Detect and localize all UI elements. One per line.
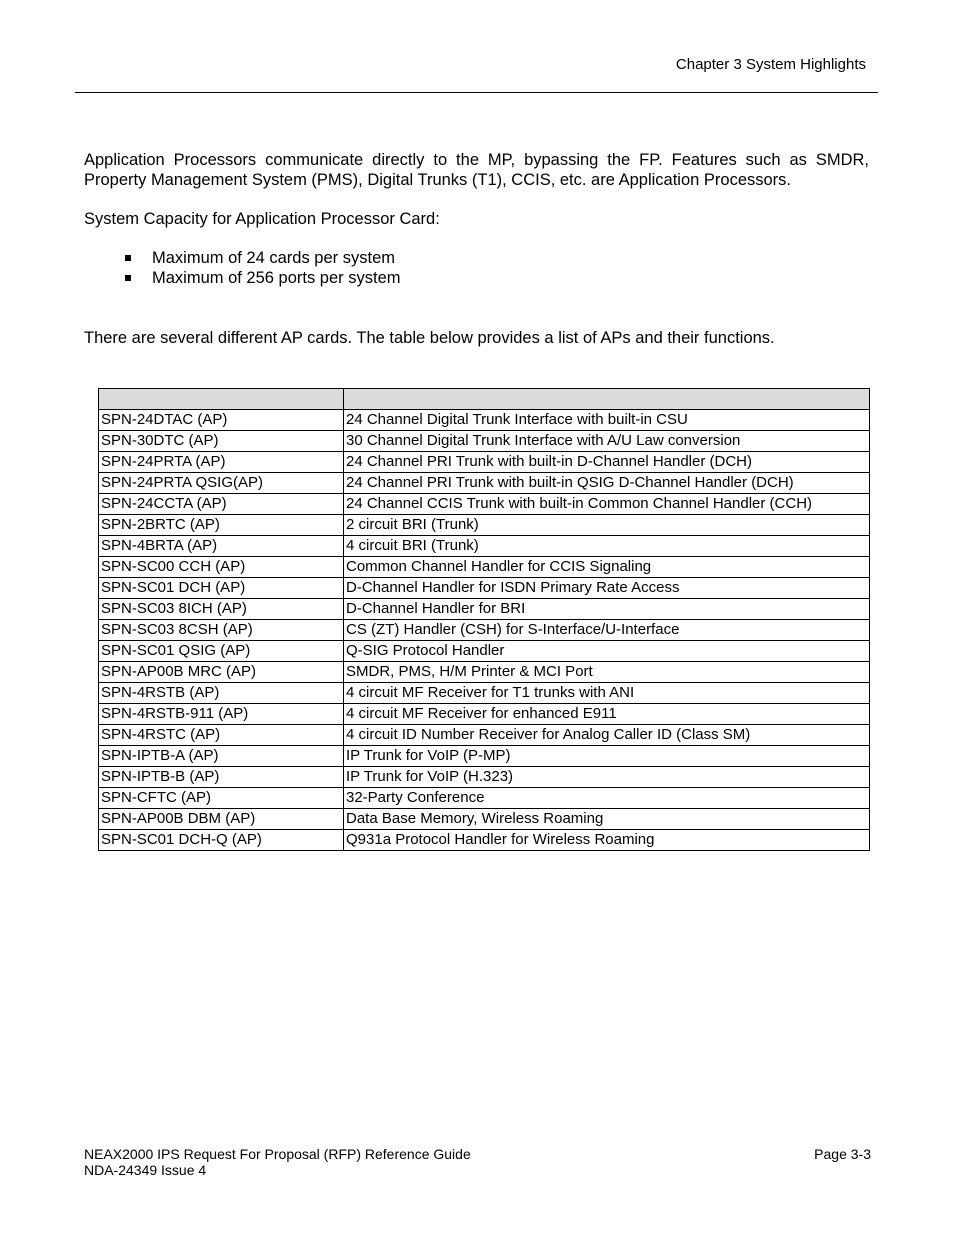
table-row [99,515,870,536]
card-function-cell: Common Channel Handler for CCIS Signaling [344,557,870,578]
card-name-cell: SPN-CFTC (AP) [99,788,344,809]
table-row [99,704,870,725]
table-row [99,662,870,683]
table-body [99,410,870,851]
table-row [99,830,870,851]
card-function-cell: 4 circuit MF Receiver for enhanced E911 [344,704,870,725]
bullet-icon [125,275,131,281]
card-name-cell: SPN-SC01 QSIG (AP) [99,641,344,662]
list-item-text: Maximum of 256 ports per system [152,269,401,287]
card-name-cell: SPN-AP00B DBM (AP) [99,809,344,830]
card-function-cell: Data Base Memory, Wireless Roaming [344,809,870,830]
card-name-cell: SPN-4RSTB (AP) [99,683,344,704]
table-row [99,788,870,809]
table-header-cell [99,389,344,410]
table-row [99,620,870,641]
table-header-cell [344,389,870,410]
table-row [99,725,870,746]
card-function-cell: 30 Channel Digital Trunk Interface with A/U Law conversion [344,431,870,452]
bullet-icon [125,255,131,261]
card-name-cell: SPN-2BRTC (AP) [99,515,344,536]
capacity-list [124,248,401,288]
card-name-cell: SPN-24PRTA (AP) [99,452,344,473]
card-name-cell: SPN-SC01 DCH (AP) [99,578,344,599]
card-name-cell: SPN-24DTAC (AP) [99,410,344,431]
card-name-cell: SPN-4RSTB-911 (AP) [99,704,344,725]
card-name-cell: SPN-SC01 DCH-Q (AP) [99,830,344,851]
card-name-cell: SPN-24PRTA QSIG(AP) [99,473,344,494]
table-row [99,452,870,473]
card-function-cell: IP Trunk for VoIP (P-MP) [344,746,870,767]
table-header-row [99,389,870,410]
card-function-cell: 24 Channel PRI Trunk with built-in QSIG D-Channel Handler (DCH) [344,473,870,494]
card-name-cell: SPN-24CCTA (AP) [99,494,344,515]
table-row [99,473,870,494]
card-function-cell: 32-Party Conference [344,788,870,809]
table-row [99,599,870,620]
card-function-cell: IP Trunk for VoIP (H.323) [344,767,870,788]
card-function-cell: D-Channel Handler for ISDN Primary Rate Access [344,578,870,599]
table-intro-paragraph: There are several different AP cards. The table below provides a list of APs and their functions. [84,329,775,347]
card-name-cell: SPN-4RSTC (AP) [99,725,344,746]
table-row [99,536,870,557]
intro-paragraph: Application Processors communicate directly to the MP, bypassing the FP. Features such as SMDR, Property Management System (PMS), Digital Trunks (T1), CCIS, etc. are Application Processors. [84,151,869,189]
table-row [99,641,870,662]
footer-document-id: NDA-24349 Issue 4 [84,1162,207,1178]
card-name-cell: SPN-SC03 8ICH (AP) [99,599,344,620]
footer-guide-title: NEAX2000 IPS Request For Proposal (RFP) Reference Guide [84,1146,471,1162]
card-function-cell: SMDR, PMS, H/M Printer & MCI Port [344,662,870,683]
card-function-cell: CS (ZT) Handler (CSH) for S-Interface/U-Interface [344,620,870,641]
card-function-cell: 24 Channel Digital Trunk Interface with built-in CSU [344,410,870,431]
card-function-cell: 24 Channel CCIS Trunk with built-in Common Channel Handler (CCH) [344,494,870,515]
card-function-cell: D-Channel Handler for BRI [344,599,870,620]
header-rule [75,92,878,93]
card-name-cell: SPN-AP00B MRC (AP) [99,662,344,683]
ap-cards-table [98,388,870,851]
card-function-cell: Q931a Protocol Handler for Wireless Roaming [344,830,870,851]
card-name-cell: SPN-4BRTA (AP) [99,536,344,557]
table-row [99,578,870,599]
card-function-cell: Q-SIG Protocol Handler [344,641,870,662]
list-item [124,248,401,268]
page-header: Chapter 3 System Highlights [675,56,866,73]
card-function-cell: 4 circuit ID Number Receiver for Analog Caller ID (Class SM) [344,725,870,746]
card-function-cell: 24 Channel PRI Trunk with built-in D-Channel Handler (DCH) [344,452,870,473]
card-function-cell: 4 circuit BRI (Trunk) [344,536,870,557]
table-row [99,809,870,830]
table-row [99,431,870,452]
card-name-cell: SPN-SC00 CCH (AP) [99,557,344,578]
card-name-cell: SPN-SC03 8CSH (AP) [99,620,344,641]
capacity-heading: System Capacity for Application Processor Card: [84,210,440,228]
list-item [124,268,401,288]
table-row [99,746,870,767]
card-name-cell: SPN-30DTC (AP) [99,431,344,452]
list-item-text: Maximum of 24 cards per system [152,249,395,267]
card-name-cell: SPN-IPTB-A (AP) [99,746,344,767]
table-row [99,557,870,578]
card-function-cell: 2 circuit BRI (Trunk) [344,515,870,536]
table-row [99,683,870,704]
footer-left [84,1146,471,1178]
table-row [99,410,870,431]
table-row [99,767,870,788]
table-row [99,494,870,515]
card-function-cell: 4 circuit MF Receiver for T1 trunks with ANI [344,683,870,704]
card-name-cell: SPN-IPTB-B (AP) [99,767,344,788]
footer-page-number: Page 3-3 [814,1146,871,1162]
